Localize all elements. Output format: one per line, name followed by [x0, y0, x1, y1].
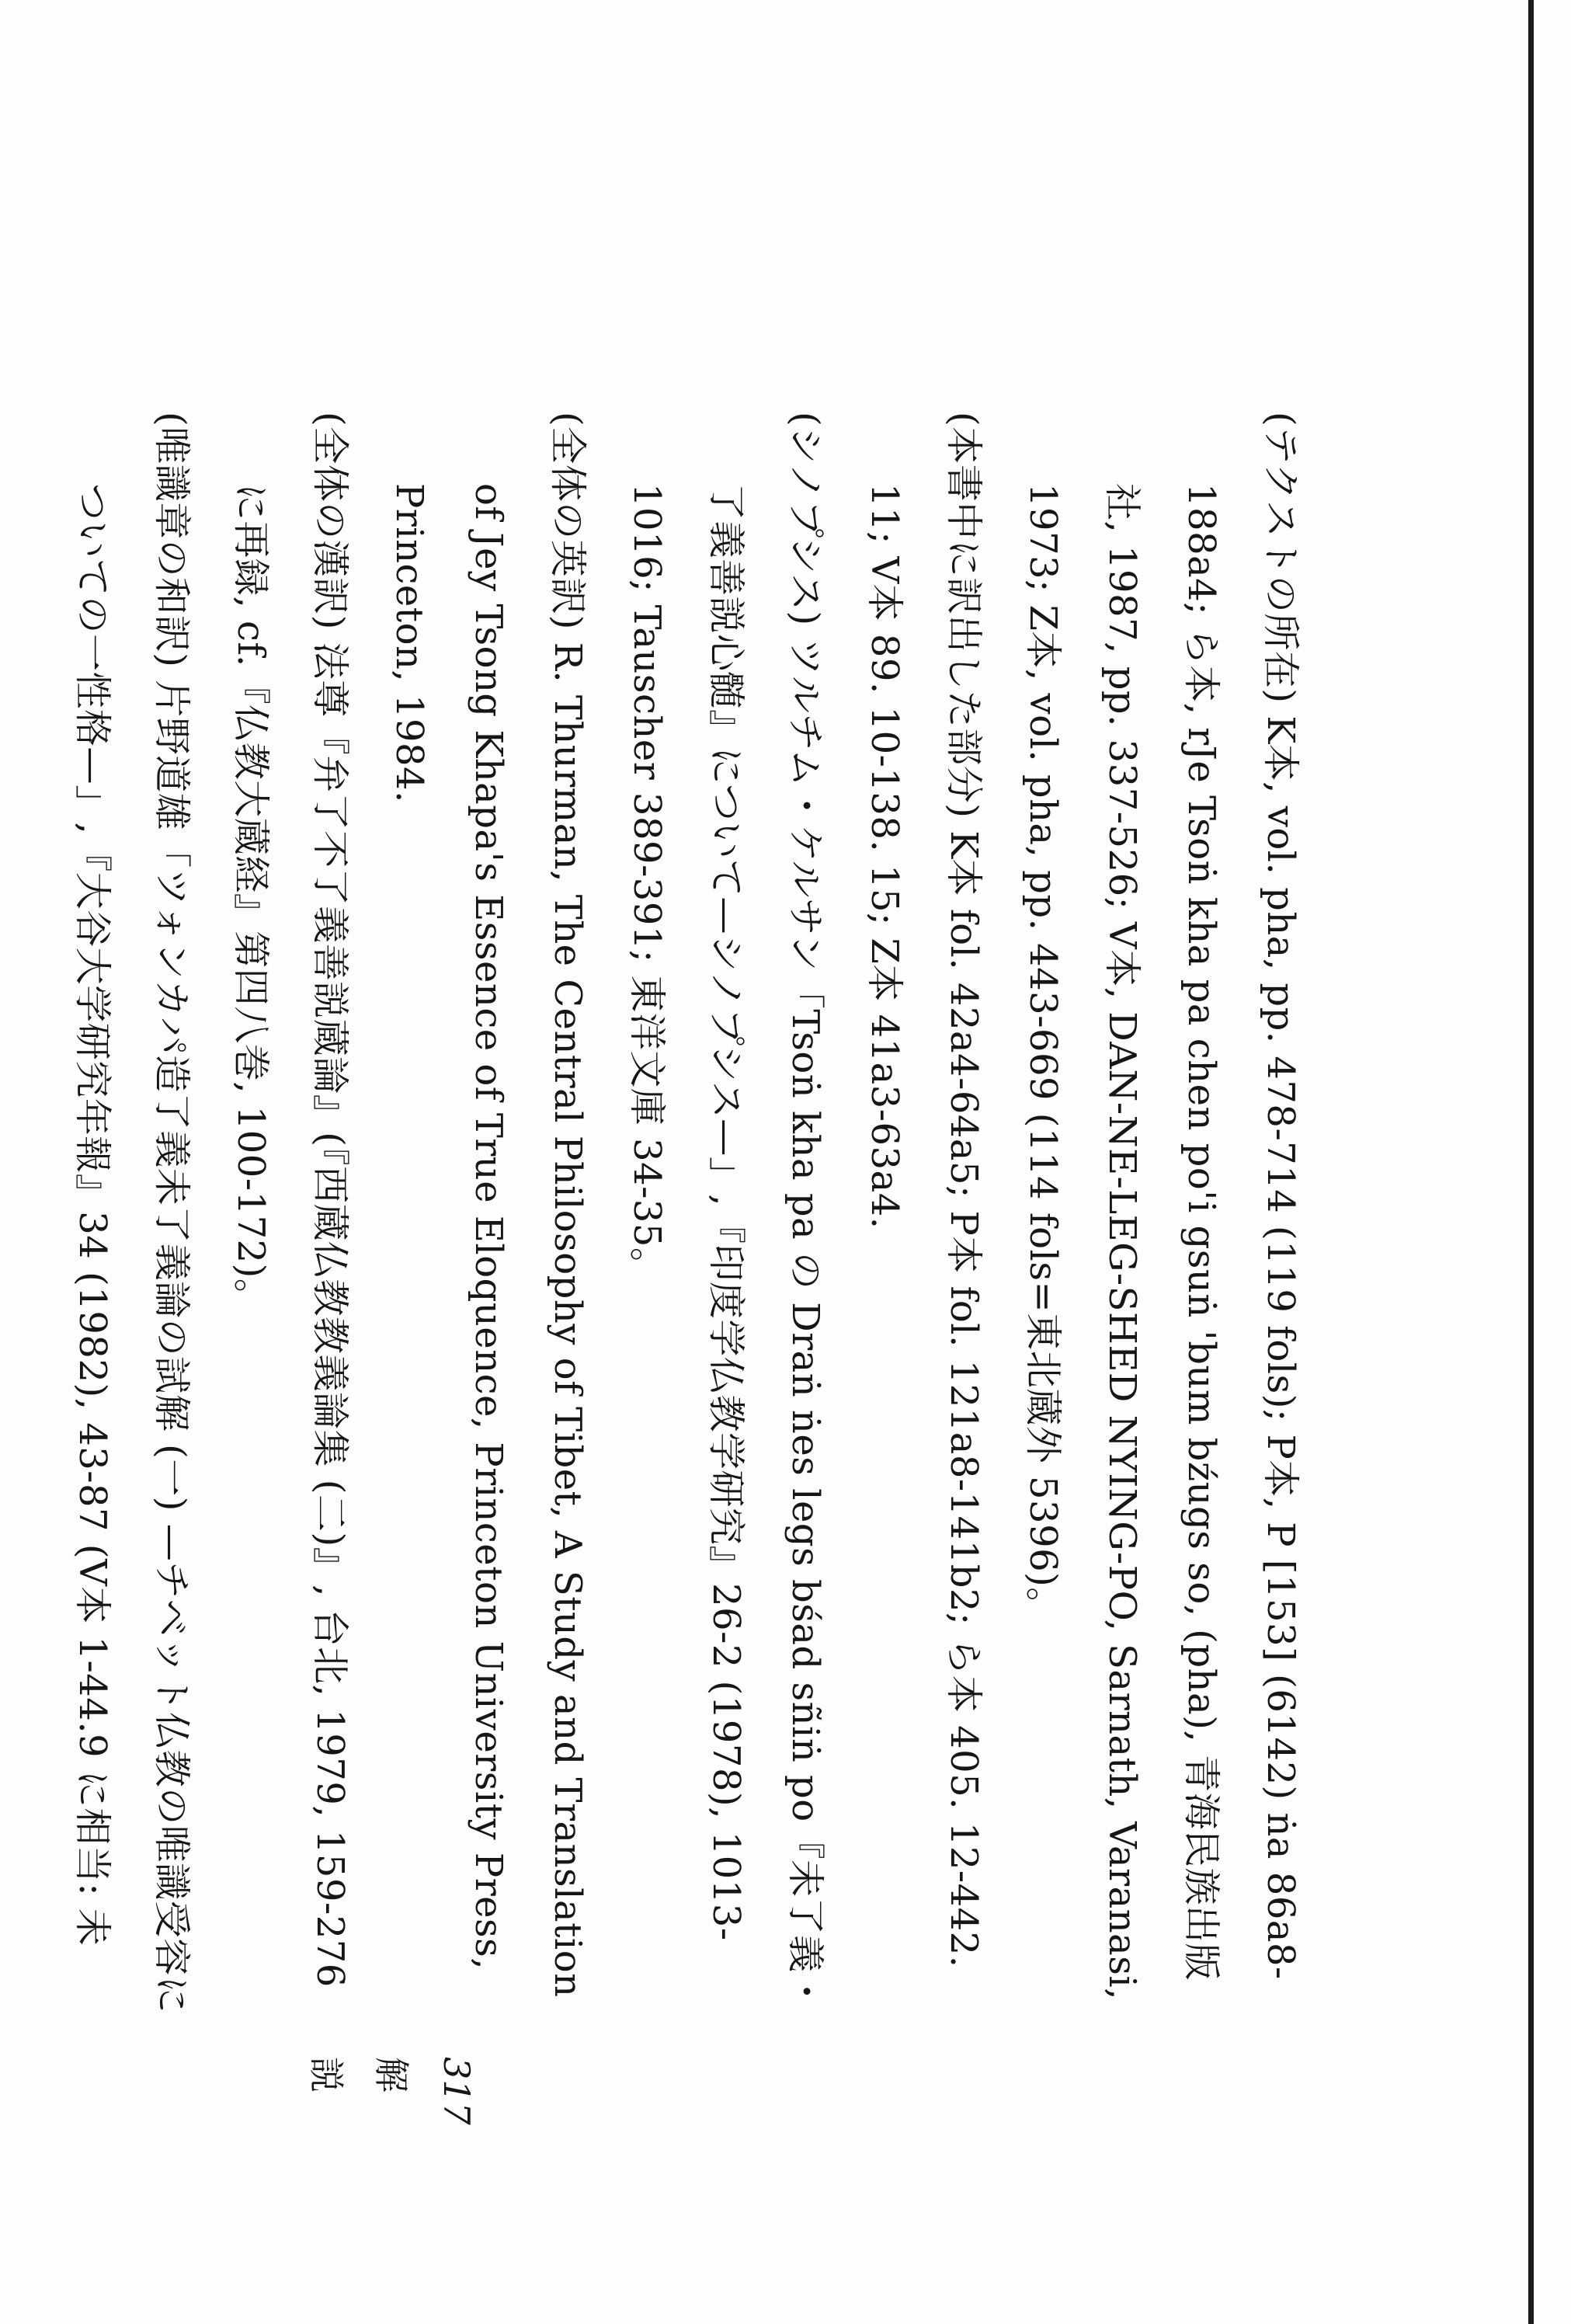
- entry-text: R. Thurman, The Central Philosophy of Tibet, A Study and Translation of Jey Tsong Khapa's Essence of True Eloquence, Princeton University Press, Princeton, 1984.: [388, 483, 589, 1998]
- bibliography-entry: [211, 412, 370, 2027]
- bibliography-entry: [845, 412, 1003, 2027]
- bibliography-entry: [1003, 412, 1320, 2027]
- page-footer: [256, 2057, 489, 2181]
- entry-label: (全体の英訳): [546, 412, 589, 630]
- page-number: 317: [436, 2057, 478, 2125]
- running-head: 解説: [305, 2057, 412, 2127]
- bibliography-entry: [370, 412, 607, 2027]
- entry-label: (唯識章の和訳): [150, 412, 193, 668]
- entry-label: (テクストの所在): [1259, 412, 1302, 704]
- entry-label: (全体の漢訳): [308, 412, 352, 630]
- entry-text: K本, vol. pha, pp. 478-714 (119 fols); P本, P [153] (6142) ṅa 86a8-188a4; ら本, rJe Tsoṅ kha pa chen po'i gsuṅ 'bum bźugs so, (pha), 青海民族出版社, 1987, pp. 337-526; V本, DAN-NE-LEG-SHED NYING-PO, Sarnath, Varanasi, 1973; Z本, vol. pha, pp. 443-669 (114 fols=東北蔵外 5396)。: [1021, 483, 1302, 2000]
- entry-text: ツルチム・ケルサン「Tsoṅ kha pa の Draṅ ṅes legs bśad sñiṅ po『未了義・了義善説心髄』について—シノプシス—」,『印度学仏教学研究』26-2 (1978), 1013-1016; Tauscher 389-391; 東洋文庫 34-35。: [625, 483, 827, 2011]
- entry-text: 法尊『弁了不了義善説蔵論』(『西蔵仏教教義論集 (二)』, 台北, 1979, 159-276 に再録, cf.『仏教大蔵経』第四八巻, 100-172)。: [229, 483, 352, 1988]
- entry-label: (本書中に訳出した部分): [942, 412, 985, 819]
- entry-label: (シノプシス): [784, 412, 827, 626]
- binding-edge-rule: [1528, 0, 1534, 2324]
- bibliography-entry: [607, 412, 845, 2027]
- entry-text: 片野道雄「ツォンカパ造了義未了義論の試解 (一) —チベット仏教の唯識受容についての一性格—」,『大谷大学研究年報』34 (1982), 43-87 (V本 1-44.9 に相当: 未: [71, 483, 193, 2014]
- bibliography-entry: [53, 412, 211, 2027]
- bibliography-text-block: [71, 412, 1320, 2027]
- entry-text: K本 fol. 42a4-64a5; P本 fol. 121a8-141b2; ら本 405. 12-442. 11; V本 89. 10-138. 15; Z本 41a3-63a4.: [863, 483, 985, 1968]
